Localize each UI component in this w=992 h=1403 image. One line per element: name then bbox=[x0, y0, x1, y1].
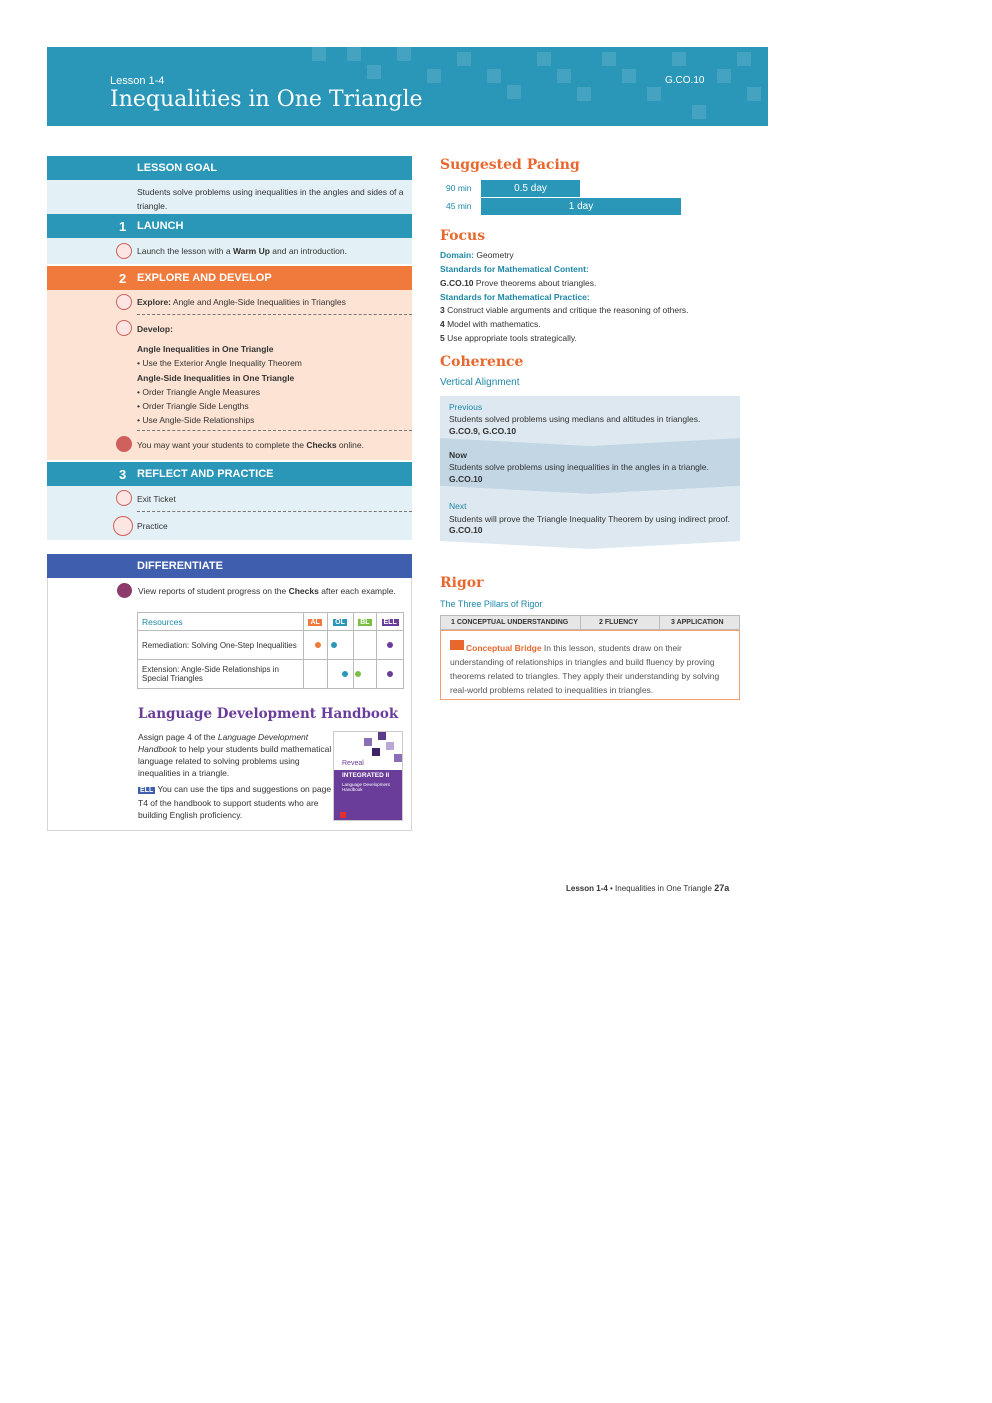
smc-line: G.CO.10 Prove theorems about triangles. bbox=[440, 278, 597, 288]
divider bbox=[137, 430, 412, 431]
ldh-paragraph-2: ELL You can use the tips and suggestions on page T4 of the handbook to support students who are building English proficiency. bbox=[138, 784, 332, 820]
launch-bar bbox=[47, 214, 412, 238]
smp-label: Standards for Mathematical Practice: bbox=[440, 292, 590, 302]
pillars-title: The Three Pillars of Rigor bbox=[440, 599, 543, 609]
launch-box bbox=[47, 238, 412, 264]
previous-standards: G.CO.9, G.CO.10 bbox=[449, 426, 517, 436]
smc-label: Standards for Mathematical Content: bbox=[440, 264, 589, 274]
resources-header: Resources bbox=[138, 613, 304, 631]
reflect-box bbox=[47, 486, 412, 540]
group-icon bbox=[116, 490, 132, 506]
develop-item-1: • Use the Exterior Angle Inequality Theorem bbox=[137, 358, 302, 368]
table-header-row bbox=[138, 613, 404, 631]
row-1-ol bbox=[327, 631, 353, 660]
practice-label: Practice bbox=[137, 521, 168, 531]
smp-line-1: 3 Construct viable arguments and critique the reasoning of others. bbox=[440, 305, 689, 315]
table-row bbox=[138, 660, 404, 689]
lesson-number: Lesson 1-4 bbox=[110, 75, 165, 87]
smp-line-2: 4 Model with mathematics. bbox=[440, 319, 541, 329]
pacing-title: Suggested Pacing bbox=[440, 157, 580, 173]
col-al: AL bbox=[303, 613, 327, 631]
col-bl: BL bbox=[353, 613, 377, 631]
differentiate-bar bbox=[47, 554, 412, 578]
row-1-bl bbox=[353, 631, 377, 660]
row-2-al bbox=[303, 660, 327, 689]
now-text: Students solve problems using inequalities in the angles in a triangle. bbox=[449, 462, 709, 472]
reflect-number: 3 bbox=[119, 467, 127, 482]
row-2-label: Extension: Angle-Side Relationships in Special Triangles bbox=[138, 660, 304, 689]
book-title: Language Development Handbook bbox=[342, 782, 390, 792]
explore-number: 2 bbox=[119, 271, 127, 286]
differentiate-title: DIFFERENTIATE bbox=[137, 560, 223, 572]
divider bbox=[137, 314, 412, 315]
develop-item-3: • Order Triangle Side Lengths bbox=[137, 401, 249, 411]
group-icon bbox=[116, 320, 132, 336]
coherence-title: Coherence bbox=[440, 354, 524, 370]
practice-icon bbox=[113, 516, 133, 536]
reflect-bar bbox=[47, 462, 412, 486]
differentiate-box bbox=[47, 578, 412, 831]
explore-line: Explore: Angle and Angle-Side Inequalities in Triangles bbox=[137, 297, 346, 307]
pace-45-label: 45 min bbox=[446, 201, 472, 211]
lesson-goal-box bbox=[47, 180, 412, 214]
lesson-goal-bar bbox=[47, 156, 412, 180]
checks-line: You may want your students to complete the Checks online. bbox=[137, 440, 364, 450]
ldh-paragraph-1: Assign page 4 of the Language Development Handbook to help your students build mathematical language related to solving problems using inequalities in a triangle. bbox=[138, 732, 332, 778]
develop-item-2: • Order Triangle Angle Measures bbox=[137, 387, 260, 397]
bridge-text: Conceptual Bridge In this lesson, students draw on their understanding of relationships in triangles and build fluency by proving theorems related to triangles. They apply their understanding by solving real-world problems related to inequalities in triangles. bbox=[450, 643, 720, 695]
pillar-1: 1 CONCEPTUAL UNDERSTANDING bbox=[451, 619, 569, 626]
next-standards: G.CO.10 bbox=[449, 525, 483, 535]
vertical-alignment-title: Vertical Alignment bbox=[440, 377, 520, 388]
pace-45-bar: 1 day bbox=[481, 198, 681, 215]
smp-line-3: 5 Use appropriate tools strategically. bbox=[440, 333, 577, 343]
develop-item-4: • Use Angle-Side Relationships bbox=[137, 415, 255, 425]
develop-label: Develop: bbox=[137, 324, 173, 334]
row-2-bl bbox=[353, 660, 377, 689]
domain-line: Domain: Geometry bbox=[440, 250, 514, 260]
pillar-3: 3 APPLICATION bbox=[671, 619, 724, 626]
conceptual-bridge-box bbox=[440, 630, 740, 700]
exit-ticket-label: Exit Ticket bbox=[137, 494, 176, 504]
col-ol: OL bbox=[327, 613, 353, 631]
group-icon bbox=[116, 243, 132, 259]
person-icon bbox=[116, 436, 132, 452]
row-1-label: Remediation: Solving One-Step Inequalities bbox=[138, 631, 304, 660]
page-footer: Lesson 1-4 • Inequalities in One Triangle 27a bbox=[566, 883, 730, 893]
launch-number: 1 bbox=[119, 219, 127, 234]
divider bbox=[137, 511, 412, 512]
previous-text: Students solved problems using medians and altitudes in triangles. bbox=[449, 414, 701, 424]
page-title: Inequalities in One Triangle bbox=[110, 87, 423, 112]
book-series: INTEGRATED II bbox=[342, 772, 390, 779]
pillar-2: 2 FLUENCY bbox=[599, 619, 638, 626]
standard-code: G.CO.10 bbox=[665, 75, 705, 86]
table-row bbox=[138, 631, 404, 660]
pace-90-bar: 0.5 day bbox=[481, 180, 580, 197]
previous-label: Previous bbox=[449, 402, 483, 412]
pace-90-label: 90 min bbox=[446, 183, 472, 193]
explore-box bbox=[47, 290, 412, 460]
explore-bar bbox=[47, 266, 412, 290]
next-text: Students will prove the Triangle Inequality Theorem by using indirect proof. bbox=[449, 514, 730, 524]
develop-heading-2: Angle-Side Inequalities in One Triangle bbox=[137, 373, 295, 383]
resources-table bbox=[137, 612, 404, 689]
now-label: Now bbox=[449, 450, 467, 460]
col-ell: ELL bbox=[377, 613, 404, 631]
lesson-goal-title: LESSON GOAL bbox=[137, 162, 218, 174]
launch-text: Launch the lesson with a Warm Up and an introduction. bbox=[137, 246, 347, 256]
row-2-ol bbox=[327, 660, 353, 689]
rigor-title: Rigor bbox=[440, 575, 484, 591]
lesson-header-banner bbox=[47, 47, 768, 126]
row-1-al bbox=[303, 631, 327, 660]
differentiate-text: View reports of student progress on the Checks after each example. bbox=[138, 586, 396, 596]
now-standards: G.CO.10 bbox=[449, 474, 483, 484]
handbook-cover-image bbox=[333, 731, 403, 821]
chart-icon bbox=[117, 583, 132, 598]
group-icon bbox=[116, 294, 132, 310]
launch-title: LAUNCH bbox=[137, 220, 184, 232]
row-1-ell bbox=[377, 631, 404, 660]
focus-title: Focus bbox=[440, 228, 486, 244]
lesson-goal-text: Students solve problems using inequalities in the angles and sides of a triangle. bbox=[137, 187, 404, 211]
explore-title: EXPLORE AND DEVELOP bbox=[137, 272, 272, 284]
book-brand: Reveal bbox=[342, 760, 364, 767]
next-label: Next bbox=[449, 501, 467, 511]
ldh-title: Language Development Handbook bbox=[138, 706, 399, 722]
pillars-header bbox=[440, 615, 740, 630]
row-2-ell bbox=[377, 660, 404, 689]
develop-heading-1: Angle Inequalities in One Triangle bbox=[137, 344, 274, 354]
reflect-title: REFLECT AND PRACTICE bbox=[137, 468, 274, 480]
